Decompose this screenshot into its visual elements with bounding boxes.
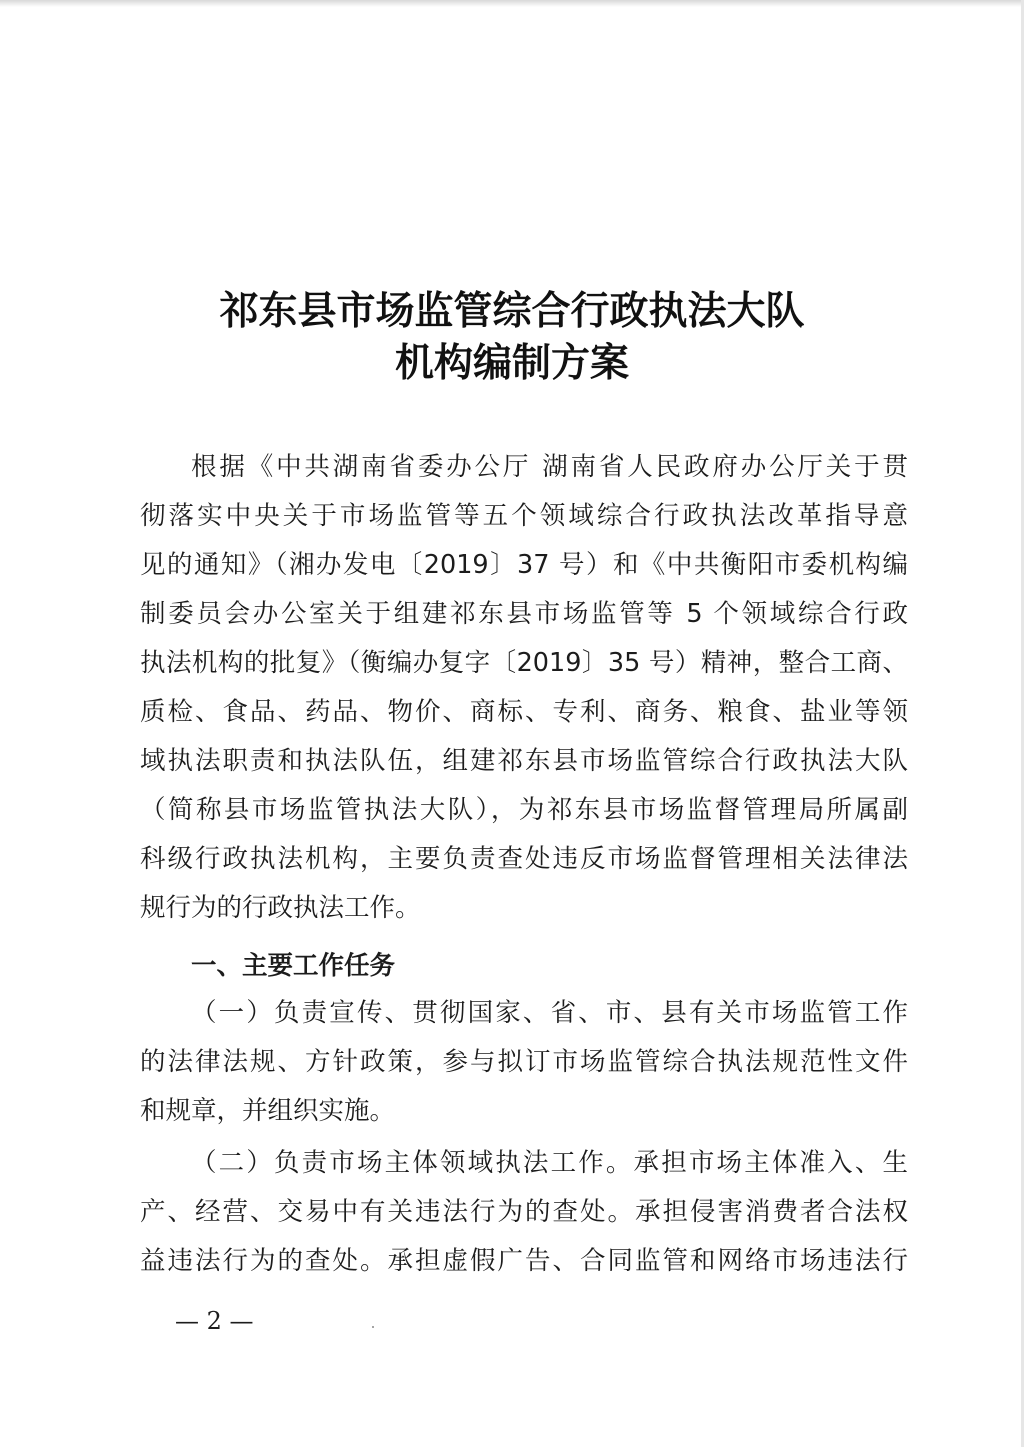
item2-line: 益违法行为的查处。承担虚假广告、合同监管和网络市场违法行 bbox=[140, 1246, 908, 1276]
paragraph1-line: 见的通知》（湘办发电〔2019〕37 号）和《中共衡阳市委机构编 bbox=[140, 550, 908, 580]
scan-speck bbox=[372, 1326, 374, 1328]
item1-line: 的法律法规、方针政策，参与拟订市场监管综合执法规范性文件 bbox=[140, 1047, 908, 1077]
paragraph1-line: 制委员会办公室关于组建祁东县市场监管等 5 个领域综合行政 bbox=[140, 599, 908, 629]
page-number: — 2 — bbox=[175, 1307, 254, 1335]
paragraph1-line: 执法机构的批复》（衡编办复字〔2019〕35 号）精神，整合工商、 bbox=[140, 648, 908, 678]
paragraph1-line: 根据《中共湖南省委办公厅 湖南省人民政府办公厅关于贯 bbox=[191, 452, 908, 482]
item2-line: （二）负责市场主体领域执法工作。承担市场主体准入、生 bbox=[191, 1148, 908, 1178]
paragraph1-line: 科级行政执法机构，主要负责查处违反市场监督管理相关法律法 bbox=[140, 844, 908, 874]
item1-line: （一）负责宣传、贯彻国家、省、市、县有关市场监管工作 bbox=[191, 998, 908, 1028]
scan-edge bbox=[0, 0, 1024, 7]
document-title-line1: 祁东县市场监管综合行政执法大队 bbox=[219, 288, 805, 334]
section-heading: 一、主要工作任务 bbox=[191, 951, 396, 981]
paragraph1-line: 规行为的行政执法工作。 bbox=[140, 893, 421, 923]
paragraph1-line: 彻落实中央关于市场监管等五个领域综合行政执法改革指导意 bbox=[140, 501, 908, 531]
item1-line: 和规章，并组织实施。 bbox=[140, 1096, 396, 1126]
paragraph1-line: （简称县市场监管执法大队），为祁东县市场监督管理局所属副 bbox=[140, 795, 908, 825]
paragraph1-line: 质检、食品、药品、物价、商标、专利、商务、粮食、盐业等领 bbox=[140, 697, 908, 727]
item2-line: 产、经营、交易中有关违法行为的查处。承担侵害消费者合法权 bbox=[140, 1197, 908, 1227]
document-title-line2: 机构编制方案 bbox=[394, 340, 629, 386]
paragraph1-line: 域执法职责和执法队伍，组建祁东县市场监管综合行政执法大队 bbox=[140, 746, 908, 776]
